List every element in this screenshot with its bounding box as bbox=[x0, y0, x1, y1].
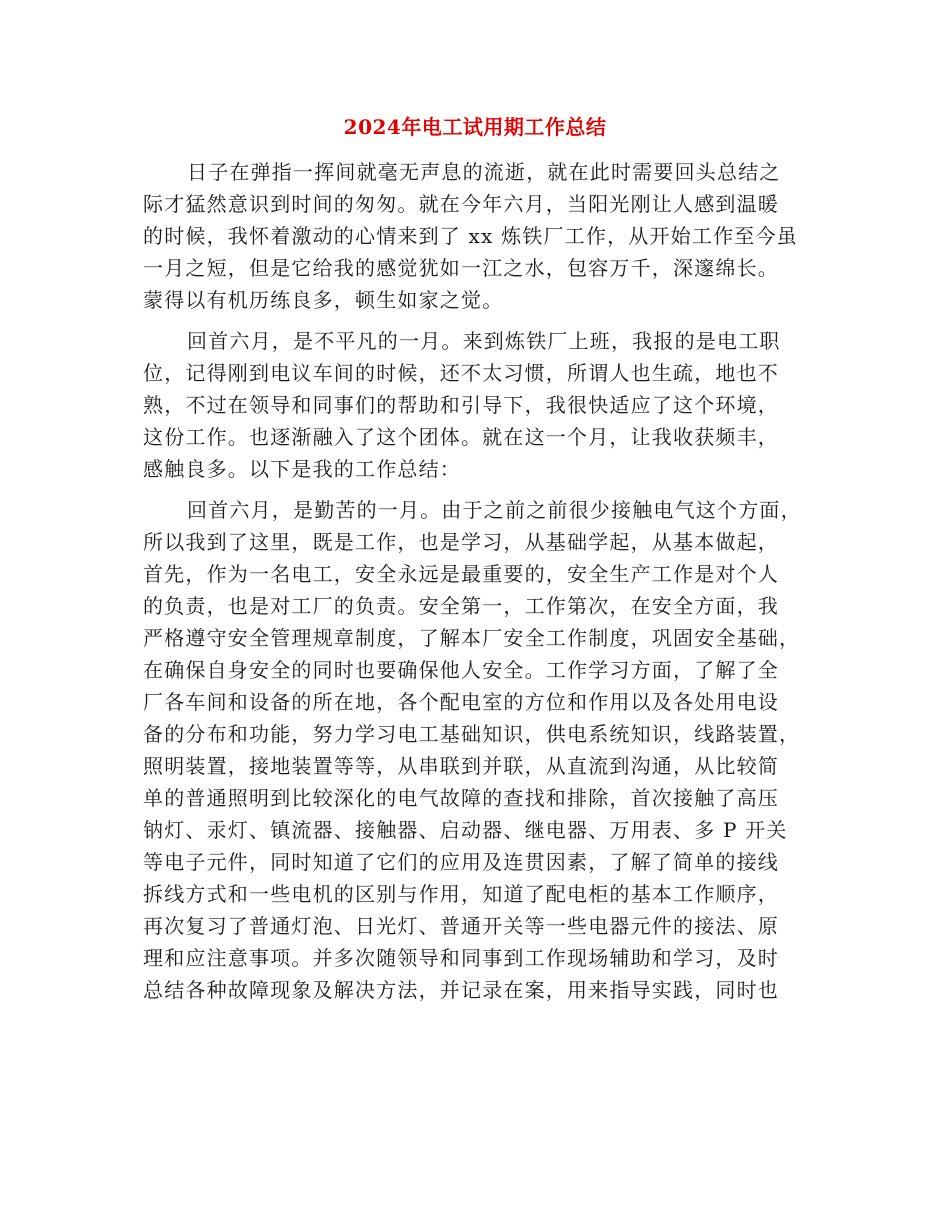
text-line: 总结各种故障现象及解决方法，并记录在案，用来指导实践，同时也 bbox=[143, 978, 779, 1002]
text-line: 这份工作。也逐渐融入了这个团体。就在这一个月，让我收获频丰， bbox=[143, 425, 779, 449]
text-line: 再次复习了普通灯泡、日光灯、普通开关等一些电器元件的接法、原 bbox=[143, 914, 779, 938]
text-line: 的时候，我怀着激动的心情来到了 xx 炼铁厂工作，从开始工作至今虽 bbox=[143, 224, 798, 248]
document-body bbox=[143, 156, 803, 1015]
text-line: 回首六月，是勤苦的一月。由于之前之前很少接触电气这个方面， bbox=[187, 498, 802, 522]
text-line: 感触良多。以下是我的工作总结： bbox=[143, 457, 461, 481]
text-line: 蒙得以有机历练良多，顿生如家之觉。 bbox=[143, 288, 504, 312]
text-line: 熟，不过在领导和同事们的帮助和引导下，我很快适应了这个环境， bbox=[143, 393, 779, 417]
text-line: 在确保自身安全的同时也要确保他人安全。工作学习方面，了解了全 bbox=[143, 658, 779, 682]
text-line: 所以我到了这里，既是工作，也是学习，从基础学起，从基本做起， bbox=[143, 530, 779, 554]
paragraph-3 bbox=[143, 494, 803, 1006]
text-line: 理和应注意事项。并多次随领导和同事到工作现场辅助和学习，及时 bbox=[143, 946, 779, 970]
text-line: 单的普通照明到比较深化的电气故障的查找和排除，首次接触了高压 bbox=[143, 786, 779, 810]
text-line: 一月之短，但是它给我的感觉犹如一江之水，包容万千，深邃绵长。 bbox=[143, 256, 779, 280]
text-line: 回首六月，是不平凡的一月。来到炼铁厂上班，我报的是电工职 bbox=[187, 329, 781, 353]
text-line: 位，记得刚到电议车间的时候，还不太习惯，所谓人也生疏，地也不 bbox=[143, 361, 779, 385]
text-line: 厂各车间和设备的所在地，各个配电室的方位和作用以及各处用电设 bbox=[143, 690, 779, 714]
text-line: 的负责，也是对工厂的负责。安全第一，工作第次，在安全方面，我 bbox=[143, 594, 779, 618]
text-line: 照明装置，接地装置等等，从串联到并联，从直流到沟通，从比较简 bbox=[143, 754, 779, 778]
text-line: 严格遵守安全管理规章制度，了解本厂安全工作制度，巩固安全基础， bbox=[143, 626, 801, 650]
text-line: 备的分布和功能，努力学习电工基础知识，供电系统知识，线路装置， bbox=[143, 722, 801, 746]
paragraph-2 bbox=[143, 325, 803, 485]
paragraph-1 bbox=[143, 156, 803, 316]
text-line: 日子在弹指一挥间就毫无声息的流逝，就在此时需要回头总结之 bbox=[187, 160, 781, 184]
text-line: 拆线方式和一些电机的区别与作用，知道了配电柜的基本工作顺序， bbox=[143, 882, 779, 906]
text-line: 首先，作为一名电工，安全永远是最重要的，安全生产工作是对个人 bbox=[143, 562, 779, 586]
text-line: 钠灯、汞灯、镇流器、接触器、启动器、继电器、万用表、多 P 开关 bbox=[143, 818, 788, 842]
text-line: 等电子元件，同时知道了它们的应用及连贯因素，了解了简单的接线 bbox=[143, 850, 779, 874]
text-line: 际才猛然意识到时间的匆匆。就在今年六月，当阳光刚让人感到温暖 bbox=[143, 192, 779, 216]
document-title: 2024年电工试用期工作总结 bbox=[343, 115, 607, 139]
